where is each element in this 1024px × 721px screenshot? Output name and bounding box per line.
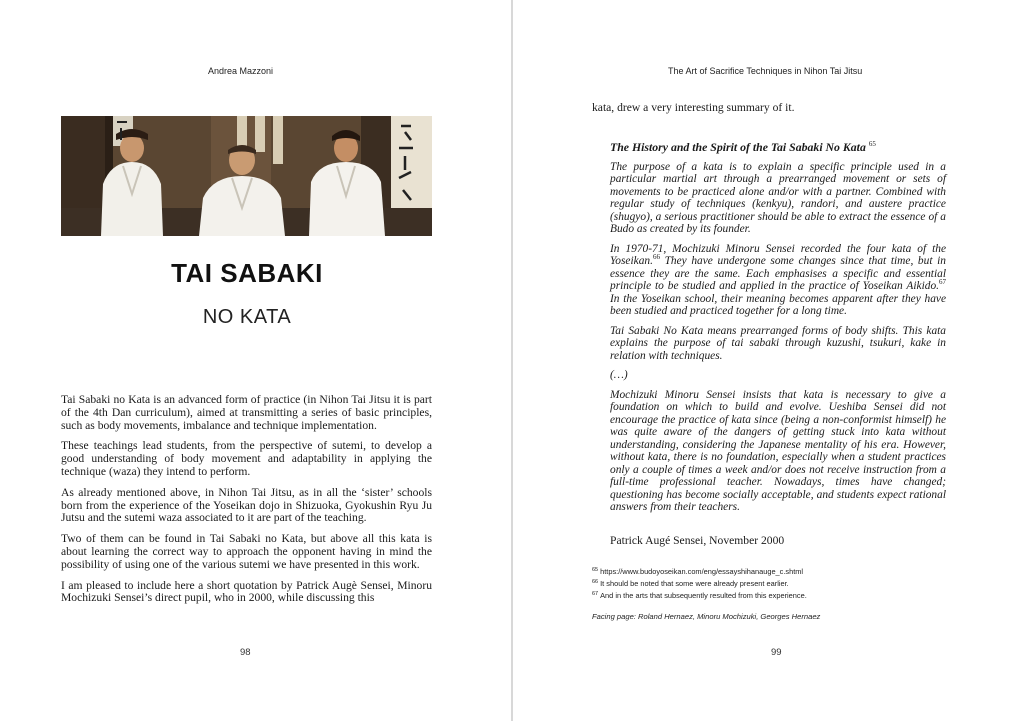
lead-text: kata, drew a very interesting summary of it.	[592, 101, 795, 114]
dojo-photo	[61, 116, 432, 236]
left-page	[0, 0, 511, 721]
quote-ellipsis: (…)	[610, 369, 628, 381]
footnote-ref: 67	[939, 278, 946, 287]
footnotes	[592, 566, 952, 602]
footnote-text: It should be noted that some were already present earlier.	[600, 579, 789, 588]
right-page	[513, 0, 1024, 721]
quote-paragraph	[610, 243, 946, 318]
footnote	[592, 590, 952, 602]
quote-text: In the Yoseikan school, their meaning becomes apparent after they have been studied and practiced together for a long time.	[610, 292, 946, 317]
paragraph: Two of them can be found in Tai Sabaki no Kata, but above all this kata is about learning the correct way to approach the opponent having in mind the possibility of using one of the various sutemi we have presented in this work.	[61, 532, 432, 571]
chapter-subtitle: NO KATA	[202, 306, 292, 328]
quote-paragraph: Tai Sabaki No Kata means prearranged forms of body shifts. This kata explains the purpose of tai sabaki through kuzushi, tsukuri, kake in relation with techniques.	[610, 324, 946, 362]
footnote-link[interactable]: https://www.budoyoseikan.com/eng/essayshihanauge_c.shtml	[600, 567, 804, 576]
quotation-title	[610, 141, 946, 154]
chapter-title: TAI SABAKI	[171, 258, 323, 288]
footnote-ref: 66	[652, 253, 660, 262]
footnote-number: 66	[592, 578, 599, 585]
left-running-head: Andrea Mazzoni	[208, 66, 274, 76]
paragraph: These teachings lead students, from the perspective of sutemi, to develop a good understanding of body movement and adaptability in applying the technique (waza) they intend to perform.	[61, 439, 432, 478]
footnote	[592, 578, 952, 590]
quote-text: They have undergone some changes since that time, but in essence they are the same. Each emphasises a specific and essential principle to be studied and applied in the practice of Yoseikan Aikido.	[610, 255, 946, 292]
quote-paragraph: Mochizuki Minoru Sensei insists that kata is necessary to give a foundation on which to build and evolve. Ueshiba Sensei did not encourage the practice of kata since (being a non-conformist himself) he was quite aware of the dangers of getting stuck into kata without understanding, considering the Japanese mentality of his era. However, without kata, there is no foundation, especially when a student practices only a couple of times a week and/or does not receive instruction from a full-time professional teacher. Nowadays, times have changed; questioning has become socially acceptable, and students expect rational answers from their teachers.	[610, 388, 946, 513]
footnote-text: And in the arts that subsequently resulted from this experience.	[600, 591, 807, 600]
paragraph: I am pleased to include here a short quotation by Patrick Augè Sensei, Minoru Mochizuki Sensei’s direct pupil, who in 2000, while discussing this	[61, 578, 432, 605]
photo-caption: Facing page: Roland Hernaez, Minoru Mochizuki, Georges Hernaez	[592, 612, 821, 621]
paragraph: As already mentioned above, in Nihon Tai Jitsu, as in all the ‘sister’ schools born from the experience of the Yoseikan dojo in Shizuoka, Gyokushin Ryu Ju Jutsu and the sutemi waza associated to it are part of the teaching.	[61, 485, 432, 525]
left-page-number: 98	[240, 647, 251, 658]
footnote	[592, 566, 952, 578]
left-body-text	[61, 394, 432, 613]
right-running-head: The Art of Sacrifice Techniques in Nihon Tai Jitsu	[668, 66, 863, 76]
quotation-block	[610, 141, 946, 521]
quote-signature: Patrick Augé Sensei, November 2000	[610, 534, 785, 547]
footnote-ref: 65	[868, 140, 876, 149]
quote-text: In 1970-71, Mochizuki Minoru Sensei recorded the four kata of the Yoseikan.	[610, 242, 946, 267]
right-page-number: 99	[771, 647, 782, 658]
quotation-title-text: The History and the Spirit of the Tai Sabaki No Kata	[610, 140, 866, 154]
footnote-number: 67	[592, 590, 599, 597]
quote-paragraph: The purpose of a kata is to explain a specific principle used in a particular martial art through a prearranged movement or sets of movements to be practiced alone and/or with a partner. Combined with regular study of techniques (kenkyu), randori, and austere practice (shugyo), a serious practitioner should be able to extract the essence of a Budo as created by its founder.	[610, 160, 946, 235]
paragraph: Tai Sabaki no Kata is an advanced form of practice (in Nihon Tai Jitsu it is part of the 4th Dan curriculum), aimed at transmitting a series of basic principles, such as body movements, imbalance and technique implementation.	[61, 393, 432, 432]
footnote-number: 65	[592, 566, 599, 573]
